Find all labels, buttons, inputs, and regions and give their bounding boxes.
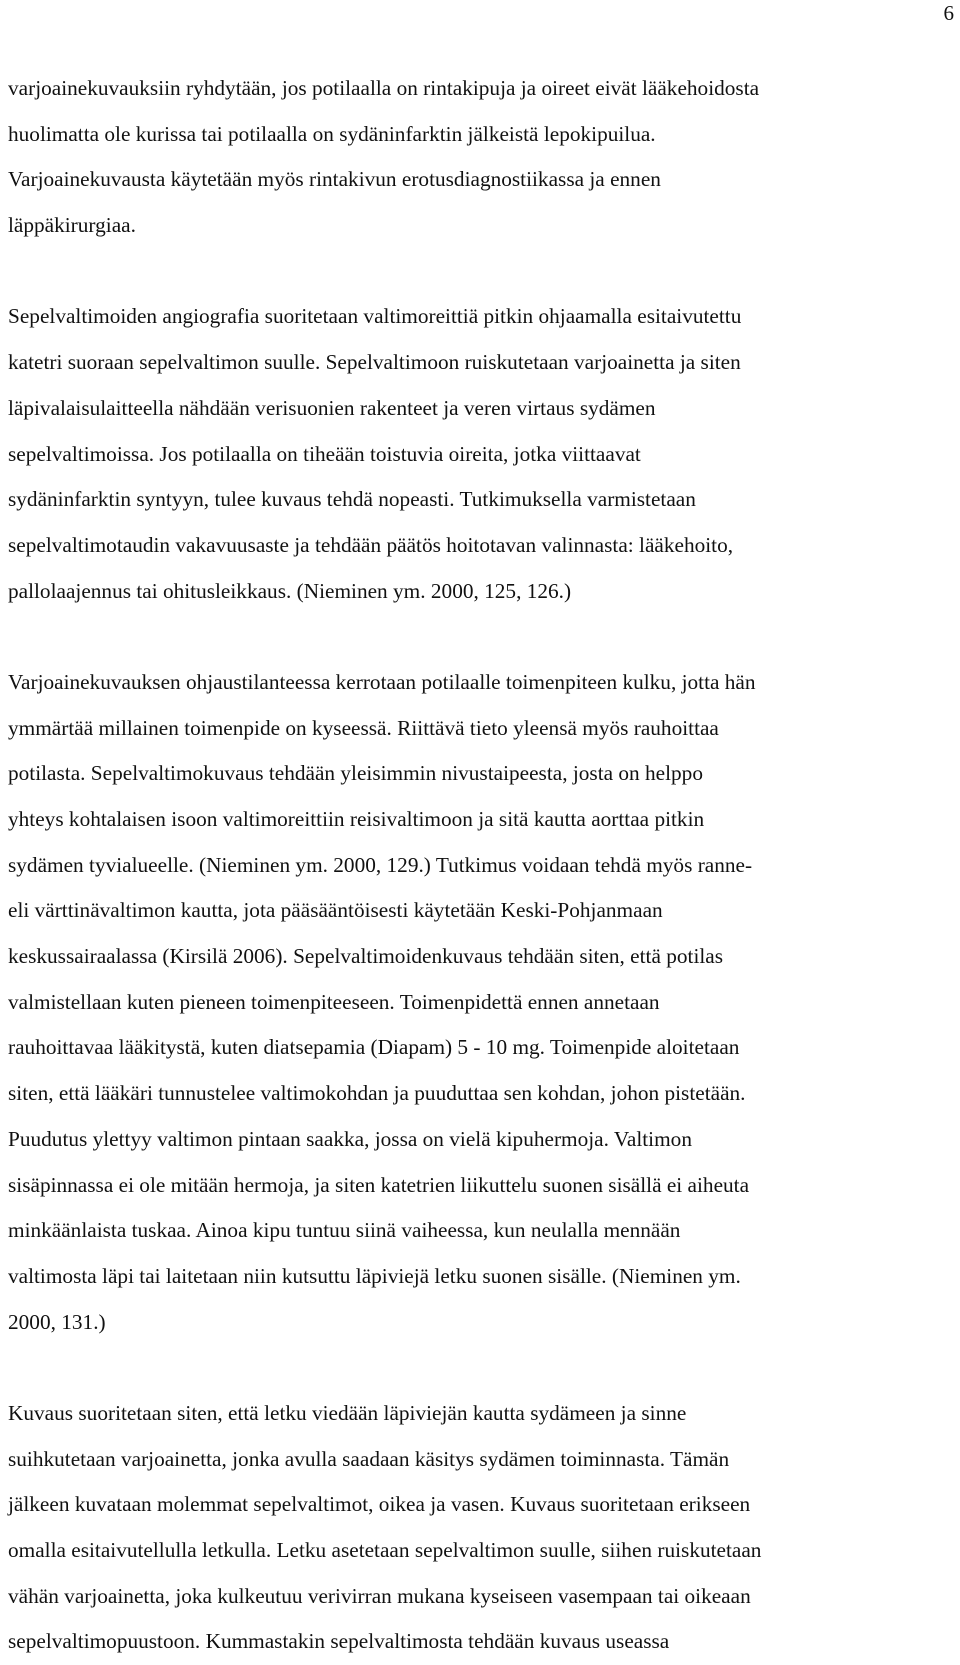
paragraph bbox=[8, 294, 958, 614]
text-line: läpivalaisulaitteella nähdään verisuonien rakenteet ja veren virtaus sydämen bbox=[8, 395, 656, 420]
text-line: yhteys kohtalaisen isoon valtimoreittiin reisivaltimoon ja sitä kautta aorttaa pitkin bbox=[8, 807, 705, 831]
text-line: Sepelvaltimoiden angiografia suoritetaan valtimoreittiä pitkin ohjaamalla esitaivutettu bbox=[8, 304, 742, 329]
text-line: potilasta. Sepelvaltimokuvaus tehdään yleisimmin nivustaipeesta, josta on helppo bbox=[8, 761, 703, 786]
text-line: eli värttinävaltimon kautta, jota pääsääntöisesti käytetään Keski-Pohjanmaan bbox=[8, 898, 663, 923]
text-line: Varjoainekuvausta käytetään myös rintakivun erotusdiagnostiikassa ja ennen bbox=[8, 167, 661, 192]
text-line: rauhoittavaa lääkitystä, kuten diatsepamia (Diapam) 5 - 10 mg. Toimenpide aloitetaan bbox=[8, 1035, 740, 1060]
text-line: vähän varjoainetta, joka kulkeutuu verivirran mukana kyseiseen vasempaan tai oikeaan bbox=[8, 1583, 751, 1608]
paragraph bbox=[8, 66, 958, 249]
text-line: ymmärtää millainen toimenpide on kyseessä. Riittävä tieto yleensä myös rauhoittaa bbox=[8, 715, 719, 740]
paragraph-spacer bbox=[8, 614, 958, 660]
text-line: minkäänlaista tuskaa. Ainoa kipu tuntuu siinä vaiheessa, kun neulalla mennään bbox=[8, 1218, 681, 1243]
text-line: siten, että lääkäri tunnustelee valtimokohdan ja puuduttaa sen kohdan, johon pistetään. bbox=[8, 1081, 746, 1106]
text-line: varjoainekuvauksiin ryhdytään, jos potilaalla on rintakipuja ja oireet eivät lääkehoidosta bbox=[8, 76, 760, 100]
text-line: huolimatta ole kurissa tai potilaalla on sydäninfarktin jälkeistä lepokipuilua. bbox=[8, 121, 656, 146]
page-number: 6 bbox=[943, 1, 954, 25]
text-line: läppäkirurgiaa. bbox=[8, 213, 136, 238]
text-line: katetri suoraan sepelvaltimon suulle. Sepelvaltimoon ruiskutetaan varjoainetta ja siten bbox=[8, 350, 741, 375]
text-line: Kuvaus suoritetaan siten, että letku viedään läpiviejän kautta sydämeen ja sinne bbox=[8, 1400, 687, 1425]
text-line: Varjoainekuvauksen ohjaustilanteessa kerrotaan potilaalle toimenpiteen kulku, jotta hän bbox=[8, 669, 756, 694]
text-line: pallolaajennus tai ohitusleikkaus. (Nieminen ym. 2000, 125, 126.) bbox=[8, 578, 572, 603]
text-line: sepelvaltimotaudin vakavuusaste ja tehdään päätös hoitotavan valinnasta: lääkehoito, bbox=[8, 532, 734, 557]
text-line: sepelvaltimoissa. Jos potilaalla on tiheään toistuvia oireita, jotka viittaavat bbox=[8, 441, 641, 466]
text-line: jälkeen kuvataan molemmat sepelvaltimot, oikea ja vasen. Kuvaus suoritetaan erikseen bbox=[8, 1492, 751, 1517]
text-line: valmistellaan kuten pieneen toimenpiteeseen. Toimenpidettä ennen annetaan bbox=[8, 989, 660, 1014]
text-line: keskussairaalassa (Kirsilä 2006). Sepelvaltimoidenkuvaus tehdään siten, että potilas bbox=[8, 944, 724, 969]
document-body bbox=[8, 66, 958, 1665]
text-line: 2000, 131.) bbox=[8, 1309, 106, 1334]
text-line: sydämen tyvialueelle. (Nieminen ym. 2000, 129.) Tutkimus voidaan tehdä myös ranne- bbox=[8, 852, 753, 877]
text-line: sisäpinnassa ei ole mitään hermoja, ja siten katetrien liikuttelu suonen sisällä ei aiheuta bbox=[8, 1172, 750, 1197]
text-line: sydäninfarktin syntyyn, tulee kuvaus tehdä nopeasti. Tutkimuksella varmistetaan bbox=[8, 487, 696, 512]
paragraph bbox=[8, 660, 958, 1345]
text-line: omalla esitaivutellulla letkulla. Letku asetetaan sepelvaltimon suulle, siihen ruiskutetaan bbox=[8, 1538, 762, 1562]
text-line: suihkutetaan varjoainetta, jonka avulla saadaan käsitys sydämen toiminnasta. Tämän bbox=[8, 1446, 730, 1471]
paragraph-spacer bbox=[8, 1345, 958, 1391]
text-line: valtimosta läpi tai laitetaan niin kutsuttu läpiviejä letku suonen sisälle. (Nieminen ym. bbox=[8, 1263, 741, 1288]
paragraph-spacer bbox=[8, 249, 958, 295]
text-line: Puudutus ylettyy valtimon pintaan saakka, jossa on vielä kipuhermoja. Valtimon bbox=[8, 1126, 692, 1151]
text-line: sepelvaltimopuustoon. Kummastakin sepelvaltimosta tehdään kuvaus useassa bbox=[8, 1629, 670, 1654]
paragraph bbox=[8, 1391, 958, 1665]
